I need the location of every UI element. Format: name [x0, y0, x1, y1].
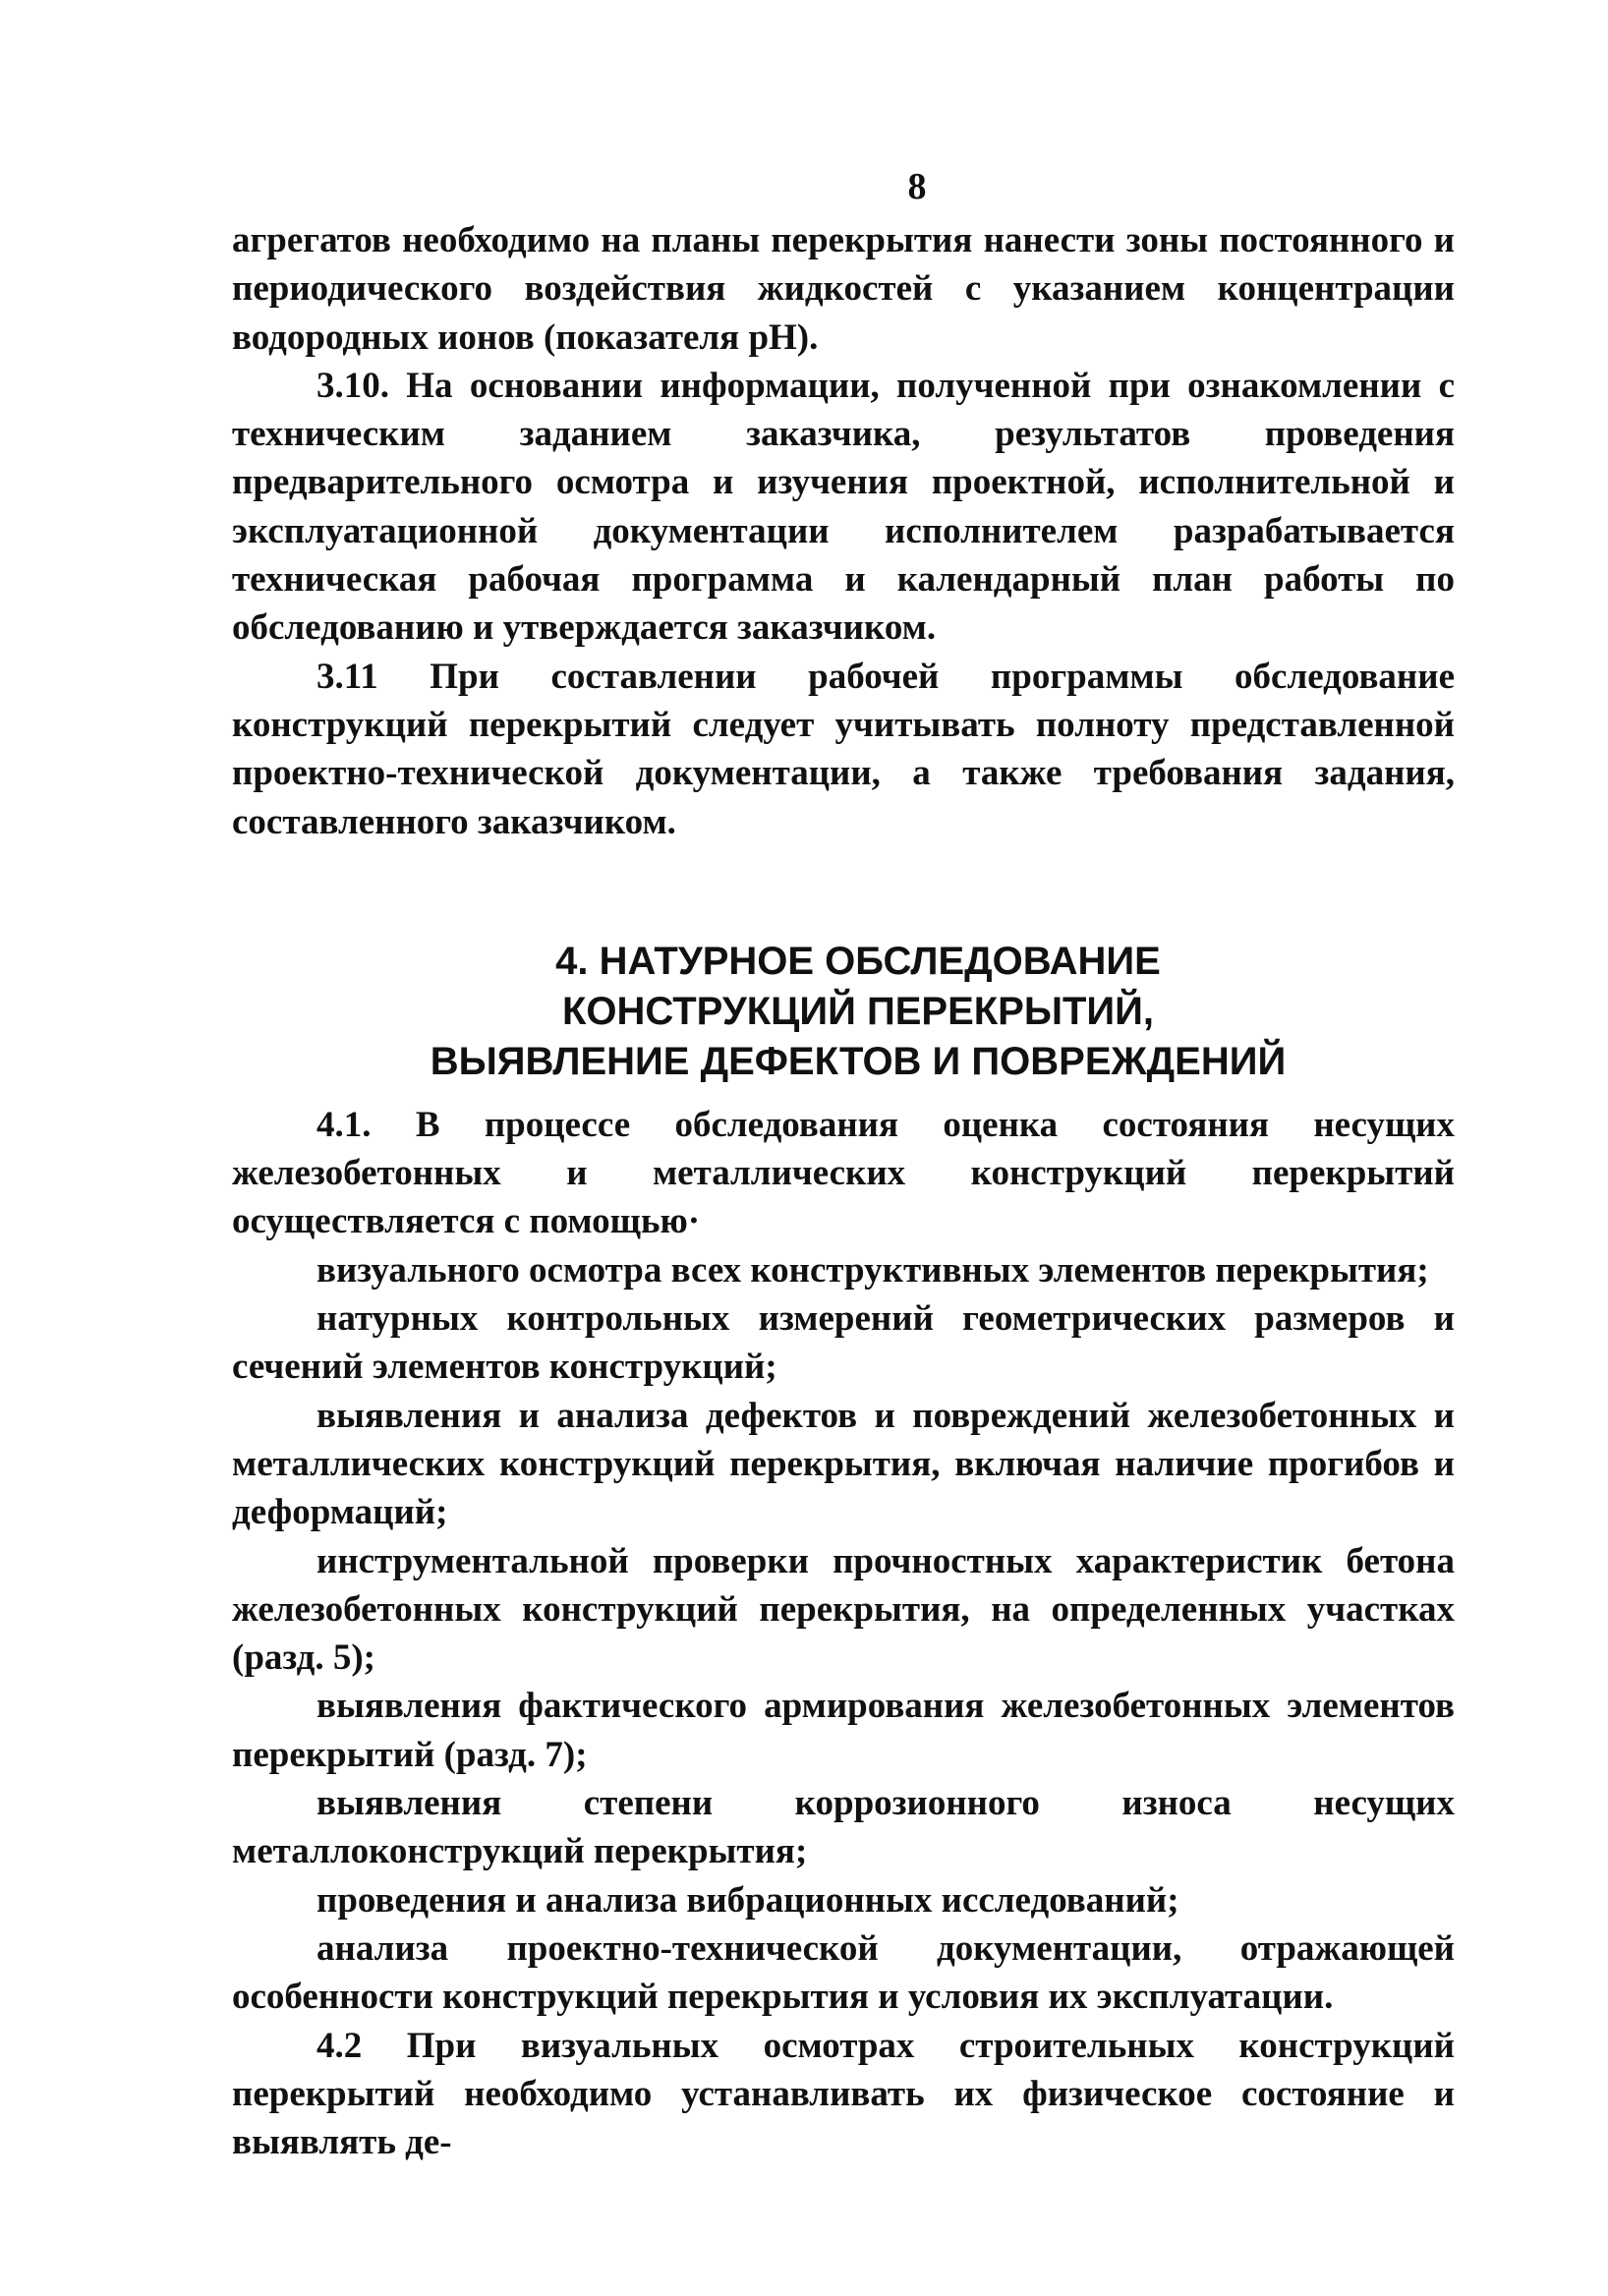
list-item: натурных контрольных измерений геометрических размеров и сечений элементов конструкций;: [232, 1298, 1455, 1388]
paragraph-3-10: 3.10. На основании информации, полученной при ознакомлении с техническим заданием заказчика, результатов проведения предварительного осмотра и изучения проектной, исполнительной и эксплуатационной документации исполнителем разрабатывается техническая рабочая программа и календарный план работы по обследованию и утверждается заказчиком.: [232, 365, 1455, 649]
paragraph-continued: агрегатов необходимо на планы перекрытия нанести зоны постоянного и периодического воздействия жидкостей с указанием концентрации водородных ионов (показателя pH).: [232, 220, 1455, 358]
document-page: [232, 157, 1455, 2166]
section-4-heading: [232, 937, 1455, 1087]
heading-line: 4. НАТУРНОЕ ОБСЛЕДОВАНИЕ: [555, 939, 1161, 983]
paragraph-3-11: 3.11 При составлении рабочей программы обследование конструкций перекрытий следует учитывать полноту представленной проектно-технической документации, а также требования задания, составленного заказчиком.: [232, 656, 1455, 842]
list-item: инструментальной проверки прочностных характеристик бетона железобетонных конструкций перекрытия, на определенных участках (разд. 5);: [232, 1540, 1455, 1679]
paragraph-4-1-intro: 4.1. В процессе обследования оценка состояния несущих железобетонных и металлических конструкций перекрытий осуществляется с помощью·: [232, 1104, 1455, 1242]
heading-line: ВЫЯВЛЕНИЕ ДЕФЕКТОВ И ПОВРЕЖДЕНИЙ: [430, 1039, 1287, 1083]
list-item: анализа проектно-технической документации, отражающей особенности конструкций перекрытия и условия их эксплуатации.: [232, 1927, 1455, 2018]
list-item: визуального осмотра всех конструктивных элементов перекрытия;: [316, 1249, 1429, 1291]
list-item: выявления степени коррозионного износа несущих металлоконструкций перекрытия;: [232, 1783, 1455, 1872]
paragraph-4-2: 4.2 При визуальных осмотрах строительных конструкций перекрытий необходимо устанавливать их физическое состояние и выявлять де-: [232, 2025, 1455, 2163]
list-item: выявления фактического армирования железобетонных элементов перекрытий (разд. 7);: [232, 1686, 1455, 1775]
inspection-methods-list: [232, 1246, 1455, 2022]
list-item: проведения и анализа вибрационных исследований;: [316, 1879, 1179, 1921]
list-item: выявления и анализа дефектов и повреждений железобетонных и металлических конструкций перекрытия, включая наличие прогибов и деформаций;: [232, 1395, 1455, 1533]
heading-line: КОНСТРУКЦИЙ ПЕРЕКРЫТИЙ,: [561, 989, 1155, 1033]
page-number: 8: [907, 166, 927, 207]
